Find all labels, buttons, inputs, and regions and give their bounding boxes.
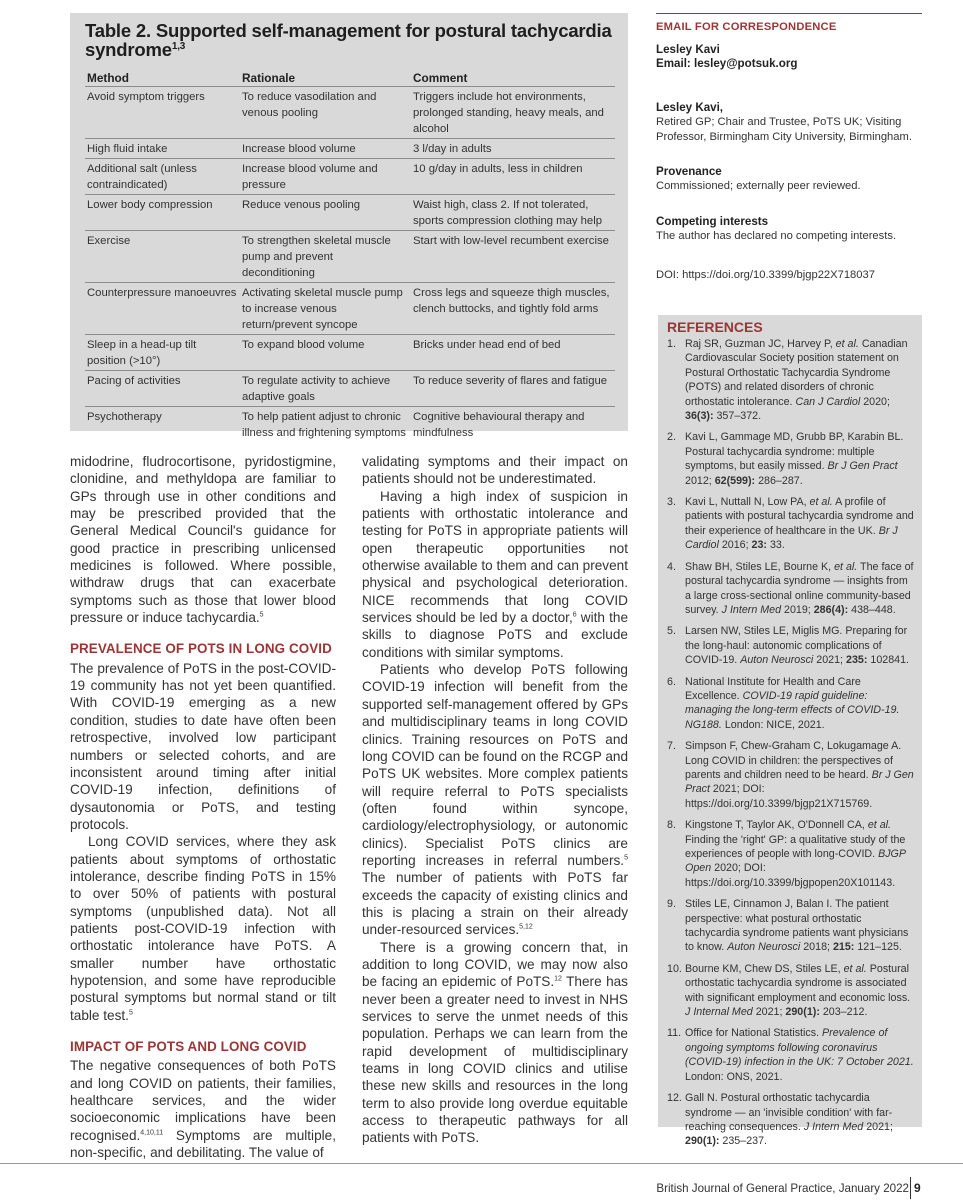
table-title: Table 2. Supported self-management for postural tachycardia syndrome$^{1,3}$ <box>85 20 612 60</box>
comment-cell: Cognitive behavioural therapy and mindfulness <box>413 411 585 439</box>
column-header: Comment <box>411 68 615 87</box>
table-row <box>85 283 615 335</box>
table-row <box>85 335 615 371</box>
competing-interests-text: The author has declared no competing interests. <box>656 230 897 242</box>
correspondence-email[interactable]: Email: lesley@potsuk.org <box>656 57 798 70</box>
author-name: Lesley Kavi, <box>656 101 724 114</box>
body-column-middle <box>362 453 628 1147</box>
comment-cell: 3 l/day in adults <box>411 139 615 159</box>
page-number: 9 <box>914 1181 921 1195</box>
paragraph: validating symptoms and their impact on patients should not be underestimated. <box>362 454 628 487</box>
rationale-cell: To regulate activity to achieve adaptive goals <box>240 371 411 407</box>
comment-cell: Start with low-level recumbent exercise <box>411 231 615 283</box>
method-cell: Exercise <box>85 231 240 283</box>
paragraph: The negative consequences of both PoTS and long COVID on patients, their families, healthcare services, and the wider socioeconomic implications have been recognised.$^{4,10,11}$ Symptoms are multiple, non-specific, and debilitating. The value of <box>70 1058 336 1161</box>
rationale-cell: To help patient adjust to chronic illness and frightening symptoms <box>242 411 406 439</box>
table-row <box>85 195 615 231</box>
table-row <box>85 371 615 407</box>
method-cell: Pacing of activities <box>85 371 240 407</box>
comment-cell: Waist high, class 2. If not tolerated, sports compression clothing may help <box>411 195 615 231</box>
paragraph: Patients who develop PoTS following COVID-19 infection will benefit from the supported self-management offered by GPs and multidisciplinary teams in long COVID clinics. Training resources on PoTS and long COVID can be found on the RCGP and PoTS UK websites. More complex patients will require referral to PoTS specialists (often found within syncope, cardiology/electrophysiology, or autonomic clinics). Specialist PoTS clinics are reporting increases in referral numbers.$^5$ The number of patients with PoTS far exceeds the capacity of existing clinics and this is placing a strain on their already under-resourced services.$^{5,12}$ <box>362 662 628 938</box>
reference-item: 9. Stiles LE, Cinnamon J, Balan I. The patient perspective: what postural orthostatic tachycardia syndrome patients want physicians to know. Auton Neurosci 2018; 215: 121–125. <box>667 898 909 954</box>
journal-footer: British Journal of General Practice, January 2022 <box>656 1182 909 1195</box>
references-heading: REFERENCES <box>667 319 763 335</box>
rationale-cell: Reduce venous pooling <box>240 195 411 231</box>
correspondence-name: Lesley Kavi <box>656 43 720 56</box>
paragraph: Long COVID services, where they ask patients about symptoms of orthostatic intolerance, describe finding PoTS in 15% to over 50% of patients with postural symptoms (unpublished data). Not all patients post-COVID-19 infection with orthostatic intolerance have PoTS. A smaller number have orthostatic hypotension, and some have reproducible postural symptoms but normal stand or tilt table test.$^5$ <box>70 834 336 1023</box>
reference-item: 1. Raj SR, Guzman JC, Harvey P, et al. Canadian Cardiovascular Society position statement on Postural Orthostatic Tachycardia Syndrome (POTS) and related disorders of chronic orthostatic intolerance. Can J Cardiol 2020; 36(3): 357–372. <box>667 338 908 423</box>
method-cell: Lower body compression <box>85 195 240 231</box>
table-row <box>85 139 615 159</box>
rationale-cell: To strengthen skeletal muscle pump and prevent deconditioning <box>240 231 411 283</box>
rationale-cell: To reduce vasodilation and venous pooling <box>240 87 411 139</box>
doi-link[interactable]: DOI: https://doi.org/10.3399/bjgp22X718037 <box>656 269 875 281</box>
section-heading-impact: IMPACT OF POTS AND LONG COVID <box>70 1039 307 1054</box>
reference-item: 4. Shaw BH, Stiles LE, Bourne K, et al. The face of postural tachycardia syndrome — insights from a large cross-sectional online community-based survey. J Intern Med 2019; 286(4): 438–448. <box>667 560 914 616</box>
references-panel <box>658 315 922 1148</box>
paragraph: Having a high index of suspicion in patients with orthostatic intolerance and testing for PoTS in appropriate patients will open therapeutic opportunities not otherwise available to them and can prevent physical and psychological deterioration. NICE recommends that long COVID services should be led by a doctor,$^6$ with the skills to diagnose PoTS and exclude conditions with similar symptoms. <box>362 488 629 660</box>
method-cell: High fluid intake <box>85 139 240 159</box>
reference-item: 2. Kavi L, Gammage MD, Grubb BP, Karabin BL. Postural tachycardia syndrome: multiple symptoms, but easily missed. Br J Gen Pract 2012; 62(599): 286–287. <box>667 431 904 487</box>
method-cell: Additional salt (unless contraindicated) <box>85 159 240 195</box>
comment-cell: Bricks under head end of bed <box>411 335 615 371</box>
rationale-cell: Increase blood volume and pressure <box>240 159 411 195</box>
comment-cell: Cross legs and squeeze thigh muscles, clench buttocks, and tightly fold arms <box>411 283 615 335</box>
table-row <box>85 159 615 195</box>
provenance-heading: Provenance <box>656 165 722 178</box>
footer-divider <box>0 1163 963 1164</box>
column-header: Method <box>85 68 240 87</box>
references-list <box>667 337 914 1149</box>
method-cell: Sleep in a head-up tilt position (>10°) <box>85 335 240 371</box>
comment-cell: 10 g/day in adults, less in children <box>411 159 615 195</box>
rationale-cell: To expand blood volume <box>240 335 411 371</box>
table-row <box>85 87 615 139</box>
reference-item: 11. Office for National Statistics. Prevalence of ongoing symptoms following coronavirus (COVID-19) infection in the UK: 7 October 2021. London: ONS, 2021. <box>667 1027 914 1083</box>
reference-item: 3. Kavi L, Nuttall N, Low PA, et al. A profile of patients with postural tachycardia syndrome and their experience of healthcare in the UK. Br J Cardiol 2016; 23: 33. <box>667 496 914 552</box>
section-heading-prevalence: PREVALENCE OF POTS IN LONG COVID <box>70 641 332 657</box>
footer-separator <box>910 1177 911 1199</box>
author-bio: Retired GP; Chair and Trustee, PoTS UK; Visiting Professor, Birmingham City University, Birmingham. <box>656 116 912 143</box>
comment-cell: To reduce severity of flares and fatigue <box>411 371 615 407</box>
paragraph: There is a growing concern that, in addition to long COVID, we may now also be facing an epidemic of PoTS.$^{12}$ There has never been a greater need to invest in NHS services to serve the unmet needs of this population. Perhaps we can learn from the rapid development of multidisciplinary teams in long COVID clinics and utilise these new skills and resources in the long term to also provide long overdue equitable access to therapeutic pathways for all patients with PoTS. <box>362 939 628 1146</box>
table-header-row <box>85 68 615 87</box>
competing-interests-heading: Competing interests <box>656 215 769 228</box>
method-cell: Avoid symptom triggers <box>85 87 240 139</box>
comment-cell: Triggers include hot environments, prolonged standing, heavy meals, and alcohol <box>411 87 615 139</box>
rationale-cell: Activating skeletal muscle pump to increase venous return/prevent syncope <box>240 283 411 335</box>
provenance-text: Commissioned; externally peer reviewed. <box>656 180 861 192</box>
reference-item: 8. Kingstone T, Taylor AK, O'Donnell CA, et al. Finding the 'right' GP: a qualitative study of the experiences of people with long-COVID. BJGP Open 2020; DOI: https://doi.org/10.3399/bjgpopen20X101143. <box>667 819 906 889</box>
paragraph: midodrine, fludrocortisone, pyridostigmine, clonidine, and methyldopa are familiar to GPs through use in other conditions and may be prescribed provided that the General Medical Council's guidance for good practice in prescribing unlicensed medicines is followed. Where possible, withdraw drugs that can exacerbate symptoms such as those that lower blood pressure or induce tachycardia.$^5$ <box>70 454 336 626</box>
method-cell: Psychotherapy <box>87 411 162 423</box>
column-header: Rationale <box>240 68 411 87</box>
paragraph: The prevalence of PoTS in the post-COVID-19 community has not yet been quantified. With COVID-19 emerging as a new condition, studies to date have often been retrospective, involved low participant numbers or selected cohorts, and are inconsistent around timing after initial COVID-19 infection, definitions of dysautonomia or PoTS, and testing protocols. <box>70 660 336 832</box>
method-cell: Counterpressure manoeuvres <box>85 283 240 335</box>
reference-item: 7. Simpson F, Chew-Graham C, Lokugamage A. Long COVID in children: the perspectives of parents and children need to be heard. Br J Gen Pract 2021; DOI: https://doi.org/10.3399/bjgp21X715769. <box>667 740 914 810</box>
reference-item: 12. Gall N. Postural orthostatic tachycardia syndrome — an 'invisible condition' with far-reaching consequences. J Intern Med 2021; 290(1): 235–237. <box>667 1092 893 1148</box>
table-panel <box>70 13 628 439</box>
rationale-cell: Increase blood volume <box>240 139 411 159</box>
body-column-left <box>70 453 336 1161</box>
reference-item: 5. Larsen NW, Stiles LE, Miglis MG. Preparing for the long-haul: autonomic complications of COVID-19. Auton Neurosci 2021; 235: 102841. <box>667 625 910 667</box>
correspondence-heading: EMAIL FOR CORRESPONDENCE <box>656 21 837 33</box>
self-management-table <box>85 68 615 442</box>
divider <box>656 13 922 14</box>
reference-item: 6. National Institute for Health and Care Excellence. COVID-19 rapid guideline: managing the long-term effects of COVID-19. NG188. London: NICE, 2021. <box>667 675 900 731</box>
table-row <box>85 231 615 283</box>
reference-item: 10. Bourne KM, Chew DS, Stiles LE, et al. Postural orthostatic tachycardia syndrome is associated with significant employment and economic loss. J Internal Med 2021; 290(1): 203–212. <box>667 962 911 1019</box>
table-row <box>85 407 615 443</box>
